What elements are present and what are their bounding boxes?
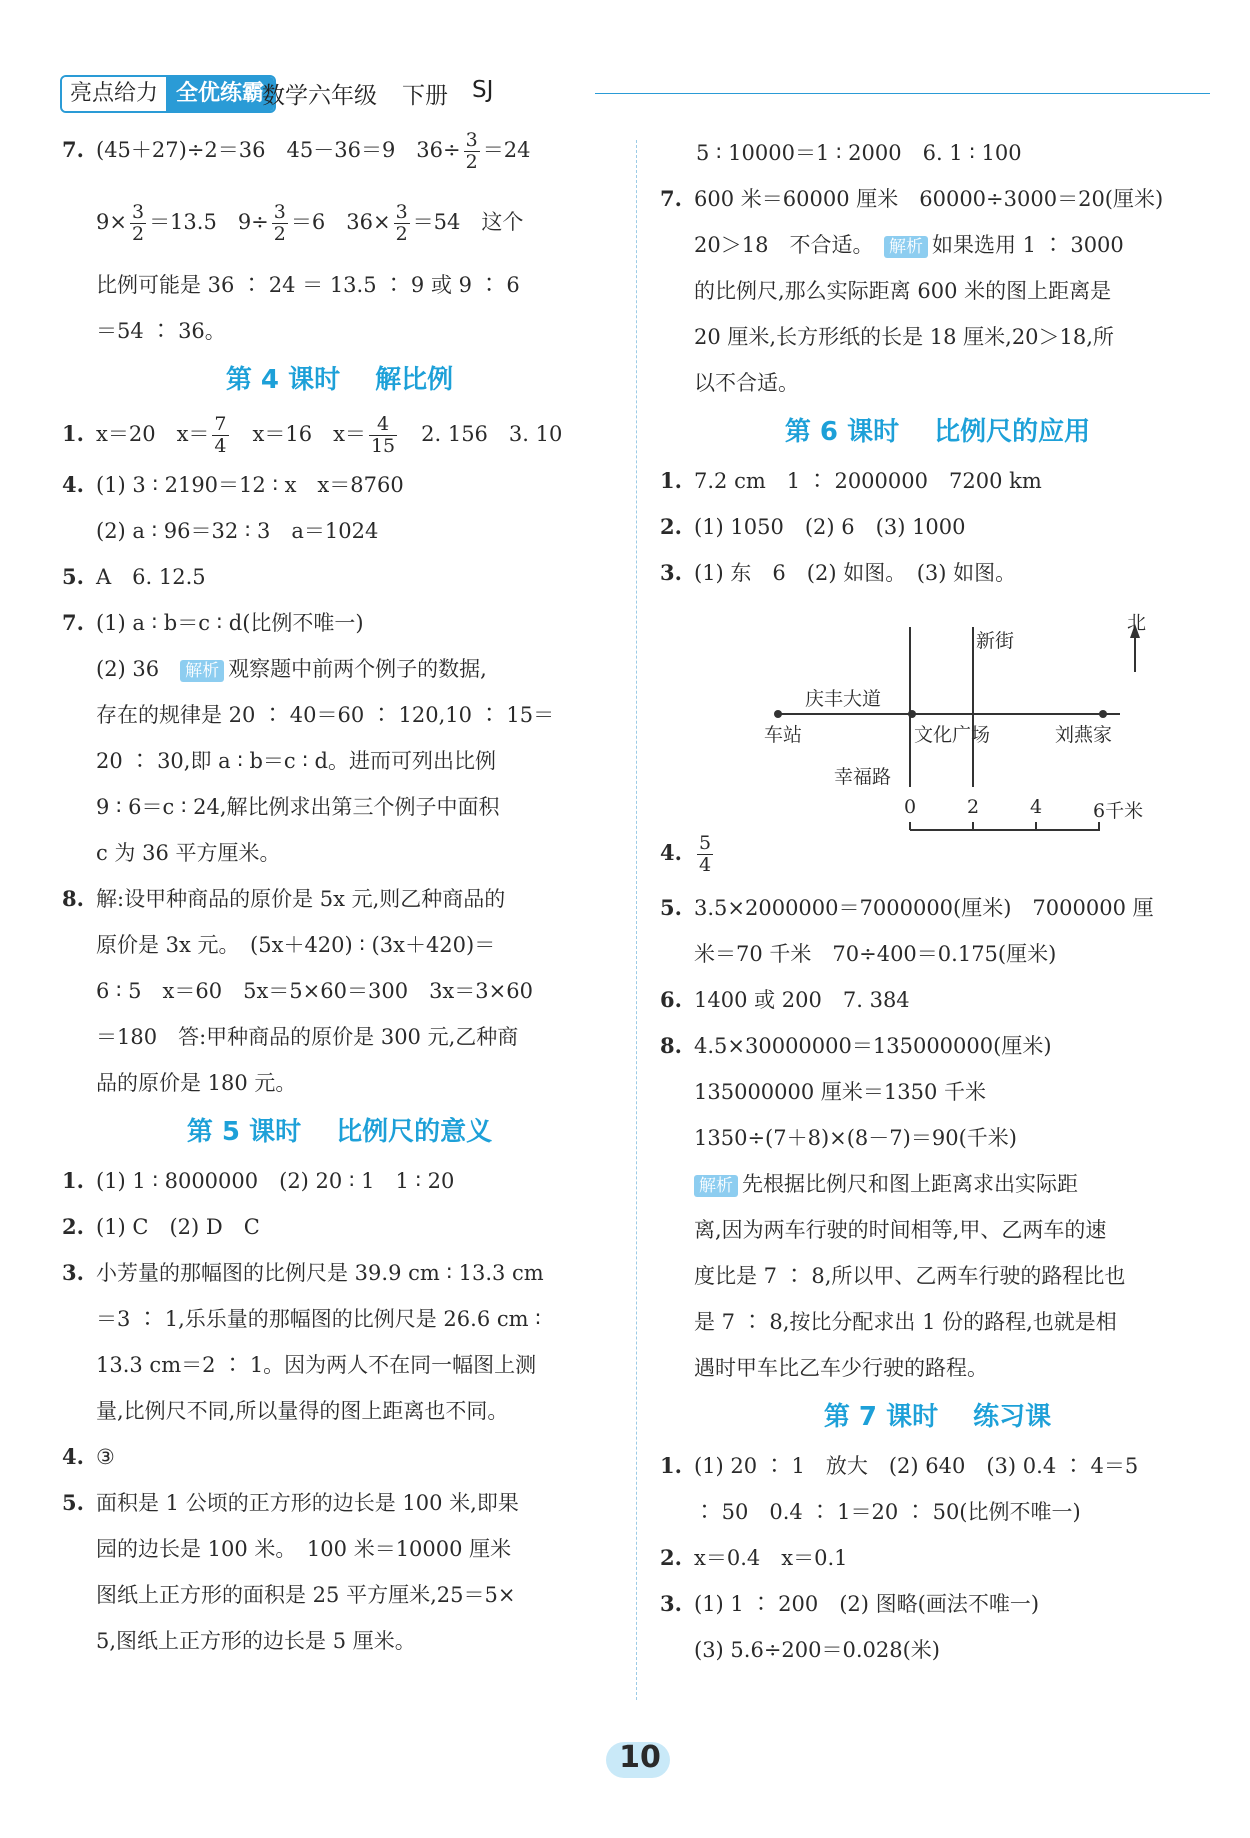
answer-line: 7. (45＋27)÷2＝36 45－36＝9 36÷ $\frac{3}{2}$ ＝24 (62, 129, 531, 173)
answer-line: 4. (1) 3 ∶ 2190＝12 ∶ x x＝8760 (62, 472, 404, 497)
answer-line: 遇时甲车比乙车少行驶的路程。 (694, 1356, 988, 1380)
column-divider (636, 140, 637, 1700)
analysis-tag: 解析 (694, 1175, 738, 1197)
answer-line: 7. (1) a ∶ b＝c ∶ d(比例不唯一) (62, 610, 364, 635)
section-title-7: 第 7 课时 练习课 (823, 1402, 1052, 1432)
north-label: 北 (1127, 612, 1147, 634)
analysis-tag: 解析 (180, 660, 224, 682)
brand-right: 全优练霸 (166, 77, 274, 111)
answer-line: ∶ 50 0.4 ∶ 1＝20 ∶ 50(比例不唯一) (694, 1500, 1081, 1524)
answer-line: 解析 先根据比例尺和图上距离求出实际距 (660, 1161, 1215, 1207)
station-label: 车站 (764, 724, 803, 746)
left-column (62, 130, 617, 1664)
answer-line: 3. (1) 1 ∶ 200 (2) 图略(画法不唯一) (660, 1591, 1040, 1616)
answer-line: 5. 3.5×2000000＝7000000(厘米) 7000000 厘 (660, 895, 1154, 920)
answer-line: 5,图纸上正方形的边长是 5 厘米。 (96, 1629, 416, 1653)
answer-line: 3. 小芳量的那幅图的比例尺是 39.9 cm ∶ 13.3 cm (62, 1260, 544, 1285)
answer-line: (3) 5.6÷200＝0.028(米) (694, 1638, 941, 1662)
answer-line: 1. x＝20 x＝ $\frac{7}{4}$ x＝16 x＝ $\frac{4}{15}$ 2. 156 3. 10 (62, 413, 563, 457)
answer-line: 园的边长是 100 米。 100 米＝10000 厘米 (96, 1537, 512, 1561)
page-number: 10 (619, 1740, 661, 1775)
analysis-tag: 解析 (884, 236, 928, 258)
answer-line: 1. (1) 20 ∶ 1 放大 (2) 640 (3) 0.4 ∶ 4＝5 (660, 1453, 1139, 1478)
answer-line: 离,因为两车行驶的时间相等,甲、乙两车的速 (694, 1218, 1107, 1242)
scale-label-2: 2 (967, 796, 980, 818)
answer-line: 20 ∶ 30,即 a ∶ b＝c ∶ d。进而可列出比例 (96, 749, 496, 773)
answer-line: 2. (1) C (2) D C (62, 1214, 260, 1239)
answer-line: 8. 解:设甲种商品的原价是 5x 元,则乙种商品的 (62, 886, 506, 911)
answer-line: 1. (1) 1 ∶ 8000000 (2) 20 ∶ 1 1 ∶ 20 (62, 1168, 455, 1193)
header-rule (595, 93, 1210, 94)
page-header (60, 75, 1210, 111)
fraction: $\frac{3}{2}$ (395, 201, 408, 245)
scale-label-0: 0 (904, 796, 917, 818)
answer-line: 6. 1400 或 200 7. 384 (660, 987, 910, 1012)
answer-line: 5 ∶ 10000＝1 ∶ 2000 6. 1 ∶ 100 (696, 141, 1022, 165)
volume-label: 下册 (402, 83, 448, 109)
brand-left: 亮点给力 (62, 77, 166, 111)
answer-line: ＝180 答:甲种商品的原价是 300 元,乙种商 (96, 1025, 519, 1049)
answer-line: 5. 面积是 1 公顷的正方形的边长是 100 米,即果 (62, 1490, 519, 1515)
answer-line: 1. 7.2 cm 1 ∶ 2000000 7200 km (660, 468, 1042, 493)
answer-line: 6 ∶ 5 x＝60 5x＝5×60＝300 3x＝3×60 (96, 979, 533, 1003)
answer-line: 9 ∶ 6＝c ∶ 24,解比例求出第三个例子中面积 (96, 795, 500, 819)
answer-line: 的比例尺,那么实际距离 600 米的图上距离是 (694, 279, 1112, 303)
answer-line: 存在的规律是 20 ∶ 40＝60 ∶ 120,10 ∶ 15＝ (96, 703, 555, 727)
answer-line: 20＞18 不合适。 解析 如果选用 1 ∶ 3000 (694, 233, 1124, 257)
fraction: $\frac{7}{4}$ (214, 413, 227, 457)
answer-line: 4. $\frac{5}{4}$ (660, 832, 712, 876)
scale-label-6: 6千米 (1093, 800, 1144, 822)
answer-line: ＝3 ∶ 1,乐乐量的那幅图的比例尺是 26.6 cm ∶ (96, 1307, 541, 1331)
answer-line: 量,比例尺不同,所以量得的图上距离也不同。 (96, 1399, 509, 1423)
answer-line: 2. (1) 1050 (2) 6 (3) 1000 (660, 514, 966, 539)
answer-line: (2) 36 解析 观察题中前两个例子的数据, (96, 657, 487, 681)
fraction: $\frac{3}{2}$ (273, 201, 286, 245)
answer-line: 8. 4.5×30000000＝135000000(厘米) (660, 1033, 1052, 1058)
answer-line: 20 厘米,长方形纸的长是 18 厘米,20＞18,所 (694, 325, 1114, 349)
answer-line: 135000000 厘米＝1350 千米 (694, 1080, 987, 1104)
station-dot (774, 710, 782, 718)
answer-line: 是 7 ∶ 8,按比分配求出 1 份的路程,也就是相 (694, 1310, 1117, 1334)
fraction: $\frac{3}{2}$ (131, 201, 145, 245)
answer-line: 13.3 cm＝2 ∶ 1。因为两人不在同一幅图上测 (96, 1353, 537, 1377)
scale-label-4: 4 (1030, 796, 1043, 818)
answer-line: 5. A 6. 12.5 (62, 564, 206, 589)
brand-logo (60, 75, 276, 113)
answer-line: 度比是 7 ∶ 8,所以甲、乙两车行驶的路程比也 (694, 1264, 1126, 1288)
answer-line: (2) a ∶ 96＝32 ∶ 3 a＝1024 (96, 519, 379, 543)
map-diagram (730, 612, 1210, 842)
subject-title: 数学六年级 (262, 83, 377, 109)
xingfu-label: 幸福路 (834, 766, 892, 788)
answer-line: 7. 600 米＝60000 厘米 60000÷3000＝20(厘米) (660, 186, 1164, 211)
answer-line: 比例可能是 36 ∶ 24 ＝ 13.5 ∶ 9 或 9 ∶ 6 (96, 273, 520, 297)
section-title-6: 第 6 课时 比例尺的应用 (784, 417, 1091, 447)
fraction: $\frac{3}{2}$ (465, 129, 478, 173)
answer-line: 以不合适。 (694, 371, 799, 395)
answer-line: 9× $\frac{3}{2}$ ＝13.5 9÷ $\frac{3}{2}$ ＝6 36× $\frac{3}{2}$ ＝54 这个 (96, 201, 524, 245)
right-column (660, 130, 1215, 1673)
plaza-dot (908, 710, 916, 718)
liu-dot (1099, 710, 1107, 718)
answer-line: 图纸上正方形的面积是 25 平方厘米,25＝5× (96, 1583, 516, 1607)
fraction: $\frac{4}{15}$ (370, 413, 396, 457)
liu-label: 刘燕家 (1055, 724, 1113, 746)
answer-line: 原价是 3x 元。 (5x＋420) ∶ (3x＋420)＝ (96, 933, 496, 957)
plaza-label: 文化广场 (914, 724, 991, 746)
qingfeng-label: 庆丰大道 (805, 688, 882, 710)
answer-line: 米＝70 千米 70÷400＝0.175(厘米) (694, 942, 1057, 966)
answer-line: 1350÷(7＋8)×(8－7)＝90(千米) (694, 1126, 1017, 1150)
edition-label: SJ (472, 77, 494, 103)
fraction: $\frac{5}{4}$ (699, 832, 712, 876)
answer-line: 品的原价是 180 元。 (96, 1071, 297, 1095)
answer-line: 3. (1) 东 6 (2) 如图。 (3) 如图。 (660, 560, 1017, 585)
answer-line: 4. ③ (62, 1444, 115, 1469)
answer-line: 2. x＝0.4 x＝0.1 (660, 1545, 848, 1570)
section-title-4: 第 4 课时 解比例 (225, 365, 454, 395)
xinjie-label: 新街 (976, 630, 1015, 652)
section-title-5: 第 5 课时 比例尺的意义 (186, 1117, 493, 1147)
answer-line: c 为 36 平方厘米。 (96, 841, 281, 865)
answer-line: ＝54 ∶ 36。 (96, 319, 226, 343)
